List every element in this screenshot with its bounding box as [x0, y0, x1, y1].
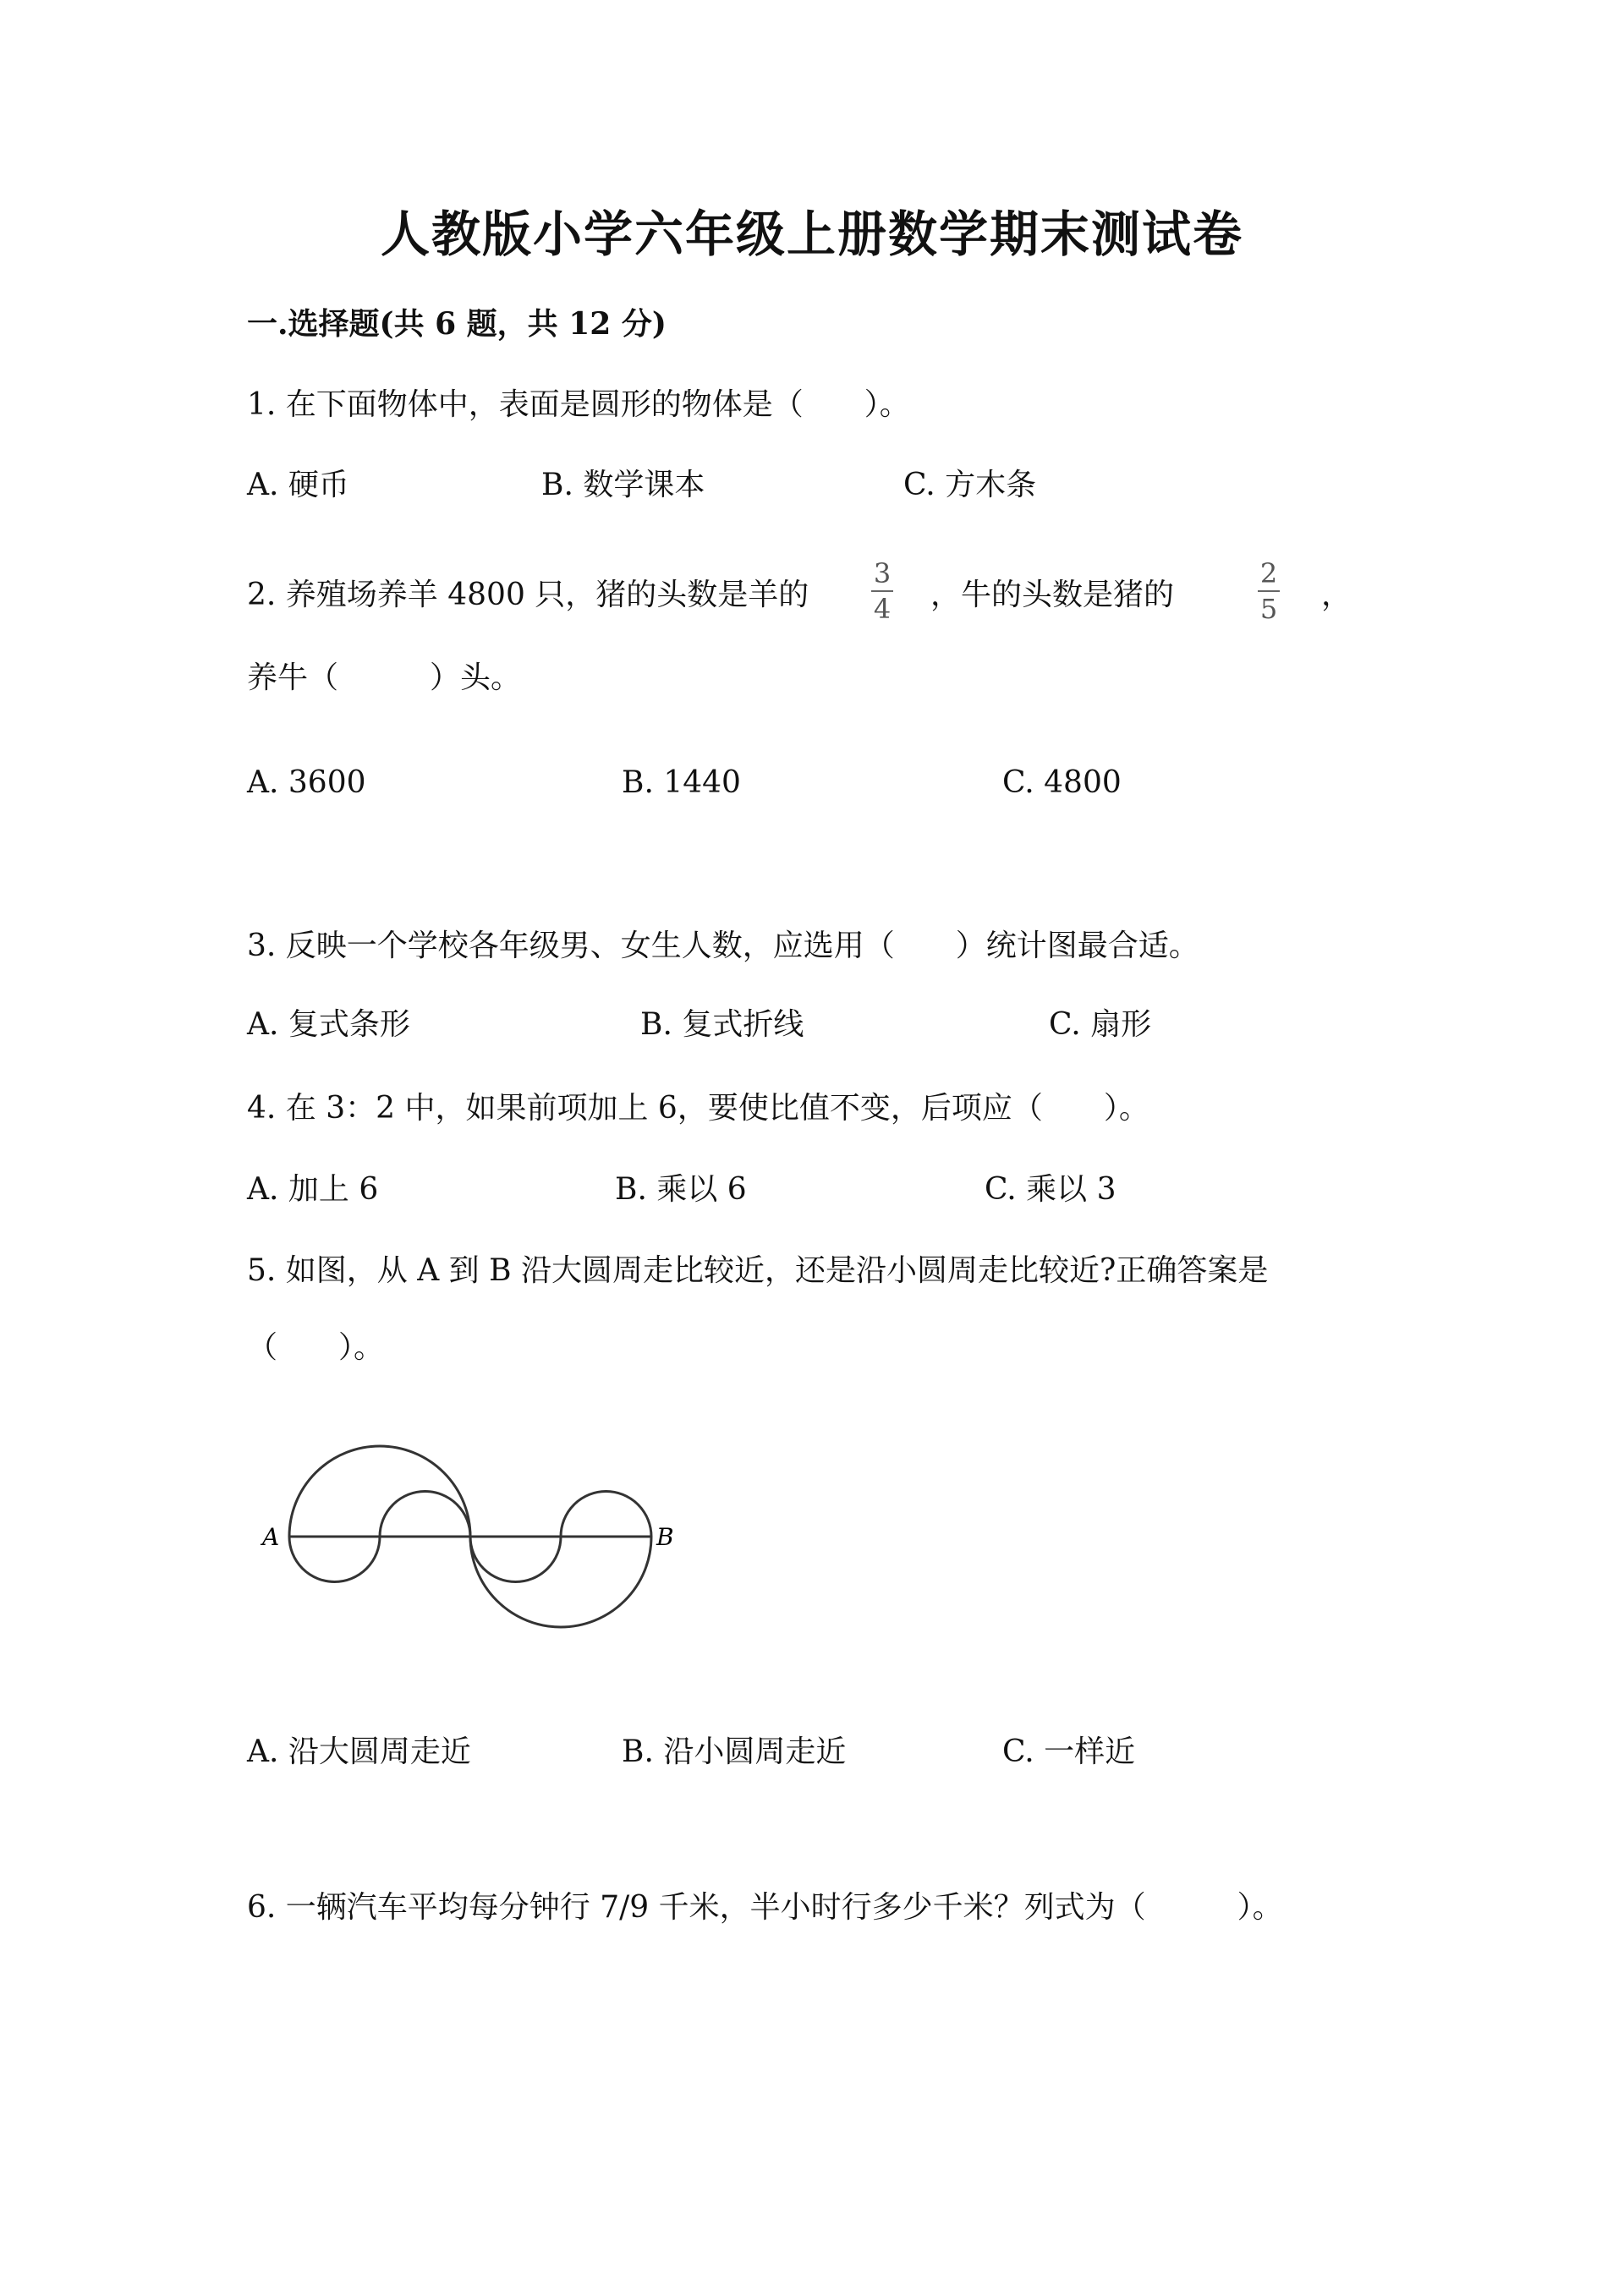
point-a-label: A — [262, 1523, 280, 1551]
q3-option-b[interactable]: B. 复式折线 — [640, 1007, 804, 1042]
q2-option-b[interactable]: B. 1440 — [622, 765, 741, 800]
question-2-line2: 养牛（ ）头。 — [247, 660, 522, 695]
question-6: 6. 一辆汽车平均每分钟行 7/9 千米，半小时行多少千米？列式为（ ）。 — [247, 1890, 1283, 1925]
large-arc-bottom — [470, 1537, 651, 1627]
circle-paths-figure — [254, 1429, 694, 1649]
question-2-part3: ， — [1321, 578, 1352, 612]
fraction-denominator: 4 — [873, 593, 892, 625]
q1-option-a[interactable]: A. 硬币 — [247, 468, 349, 502]
small-arc-3 — [470, 1537, 561, 1582]
question-5-line1: 5. 如图，从 A 到 B 沿大圆周走比较近，还是沿小圆周走比较近?正确答案是 — [247, 1253, 1269, 1288]
question-2-part2: ，牛的头数是猪的 — [930, 578, 1175, 612]
question-3: 3. 反映一个学校各年级男、女生人数，应选用（ ）统计图最合适。 — [247, 929, 1199, 963]
q2-option-c[interactable]: C. 4800 — [1002, 765, 1122, 800]
q5-option-b[interactable]: B. 沿小圆周走近 — [622, 1734, 847, 1769]
page-title: 人教版小学六年级上册数学期末测试卷 — [380, 205, 1243, 263]
fraction-bar — [871, 590, 893, 592]
fraction-denominator: 5 — [1259, 593, 1278, 625]
q5-option-c[interactable]: C. 一样近 — [1002, 1734, 1136, 1769]
fraction-numerator: 2 — [1259, 557, 1278, 589]
small-arc-2 — [380, 1492, 470, 1537]
question-5-line2: （ ）。 — [247, 1330, 385, 1365]
q1-option-c[interactable]: C. 方木条 — [903, 468, 1037, 502]
q2-option-a[interactable]: A. 3600 — [247, 765, 366, 800]
q3-option-c[interactable]: C. 扇形 — [1049, 1007, 1152, 1042]
large-arc-top — [289, 1446, 470, 1537]
q3-option-a[interactable]: A. 复式条形 — [247, 1007, 410, 1042]
small-arc-4 — [561, 1492, 651, 1537]
q4-option-a[interactable]: A. 加上 6 — [247, 1172, 379, 1207]
q4-option-b[interactable]: B. 乘以 6 — [615, 1172, 747, 1207]
section-heading: 一.选择题(共 6 题，共 12 分) — [247, 306, 667, 342]
question-1: 1. 在下面物体中，表面是圆形的物体是（ ）。 — [247, 387, 910, 422]
point-b-label: B — [656, 1523, 674, 1551]
fraction-three-quarters — [871, 557, 893, 625]
question-4: 4. 在 3：2 中，如果前项加上 6，要使比值不变，后项应（ ）。 — [247, 1091, 1149, 1126]
q1-option-b[interactable]: B. 数学课本 — [541, 468, 705, 502]
q5-option-a[interactable]: A. 沿大圆周走近 — [247, 1734, 471, 1769]
question-2-part1: 2. 养殖场养羊 4800 只，猪的头数是羊的 — [247, 578, 809, 612]
fraction-two-fifths — [1258, 557, 1280, 625]
fraction-numerator: 3 — [873, 557, 892, 589]
fraction-bar — [1258, 590, 1280, 592]
small-arc-1 — [289, 1537, 380, 1581]
q4-option-c[interactable]: C. 乘以 3 — [985, 1172, 1116, 1207]
